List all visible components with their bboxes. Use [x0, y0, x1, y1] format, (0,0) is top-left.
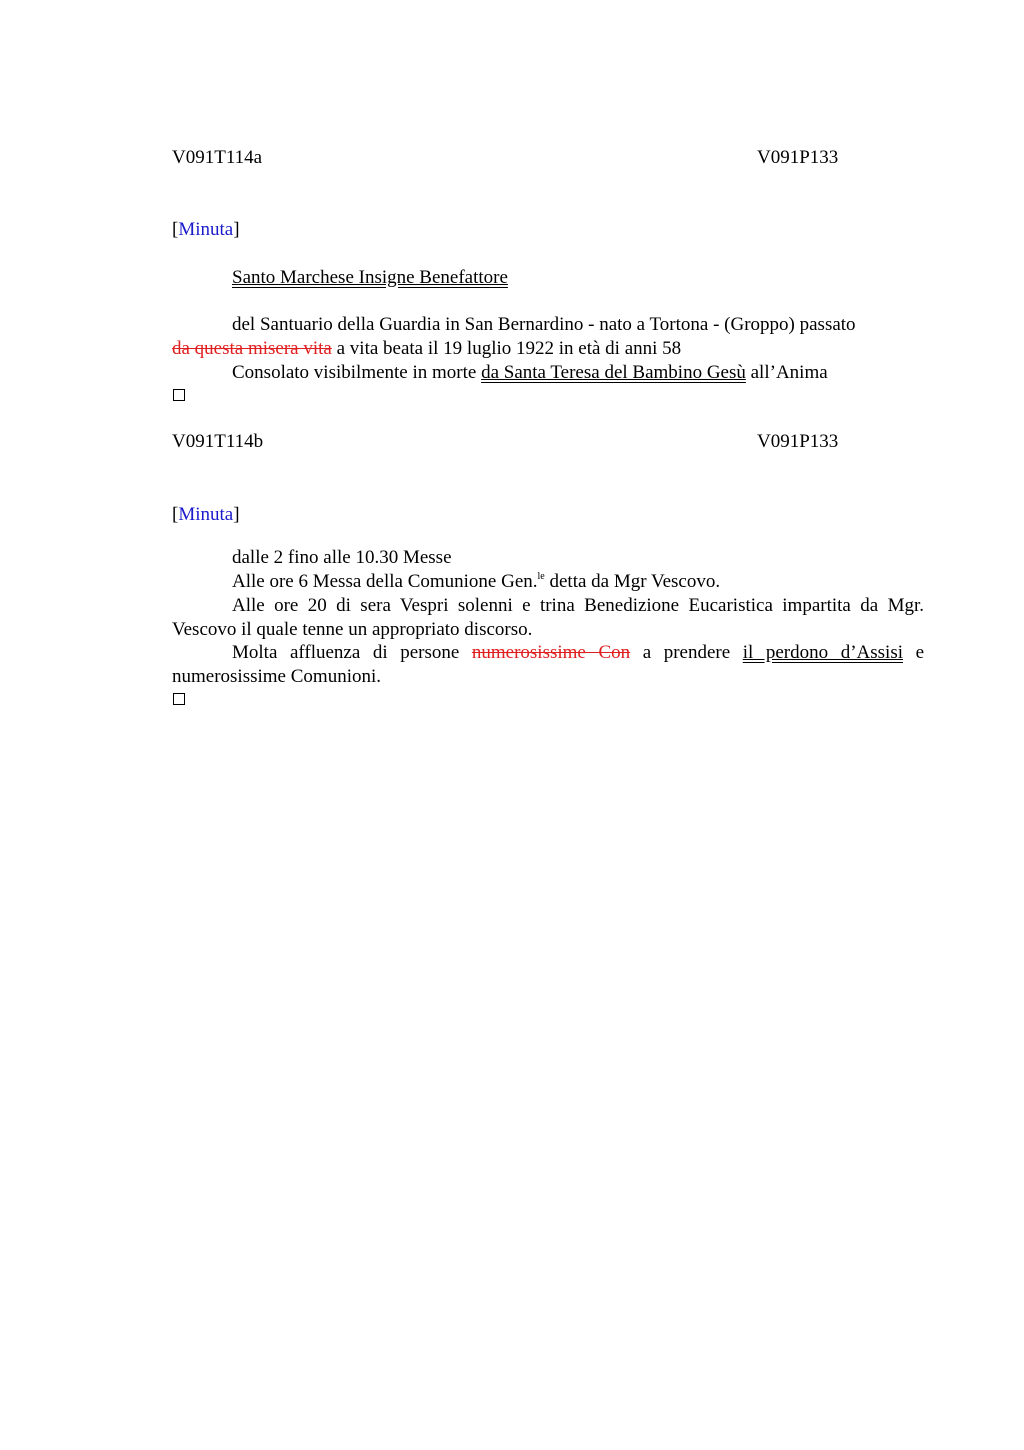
minuta-label: [172, 218, 240, 242]
document-id-left: V091T114b: [172, 431, 264, 452]
text-span: a vita beata il 19 luglio 1922 in età di anni 58: [331, 338, 682, 359]
text-span: Alle ore 6 Messa della Comunione Gen.: [232, 571, 538, 592]
end-marker-box: [173, 389, 185, 401]
bracket-close: ]: [233, 504, 240, 525]
text-span: all’Anima: [745, 362, 828, 383]
text-span: Consolato visibilmente in morte: [232, 362, 482, 383]
bracket-close: ]: [233, 219, 240, 240]
superscript: le: [537, 571, 545, 582]
text-line: [232, 361, 828, 385]
page-id-right: V091P133: [757, 431, 839, 452]
text-span: e numerosissime Comunioni.: [172, 642, 925, 687]
bracket-open: [: [172, 504, 179, 525]
minuta-text: Minuta: [178, 504, 234, 525]
text-line: dalle 2 fino alle 10.30 Messe: [232, 547, 452, 568]
bracket-open: [: [172, 219, 179, 240]
end-marker-box: [173, 693, 185, 705]
document-id-left: V091T114a: [172, 147, 263, 168]
paragraph: [172, 641, 924, 689]
page-id-right: V091P133: [757, 147, 839, 168]
struck-text: numerosissime Con: [471, 642, 631, 663]
struck-text: da questa misera vita: [172, 338, 332, 359]
minuta-text: Minuta: [178, 219, 234, 240]
paragraph: Alle ore 20 di sera Vespri solenni e trina Benedizione Eucaristica impartita da Mgr. Vescovo il quale tenne un appropriato discorso.: [172, 595, 924, 640]
minuta-label: [172, 503, 240, 527]
text-line: [172, 337, 681, 361]
text-line: [232, 570, 720, 594]
text-span: a prendere: [630, 642, 743, 663]
text-span: detta da Mgr Vescovo.: [544, 571, 721, 592]
text-line: del Santuario della Guardia in San Bernardino - nato a Tortona - (Groppo) passato: [232, 314, 856, 335]
underlined-text: da Santa Teresa del Bambino Gesù: [481, 362, 746, 383]
text-span: Molta affluenza di persone: [232, 642, 472, 663]
document-title: Santo Marchese Insigne Benefattore: [232, 267, 508, 288]
underlined-text: il perdono d’Assisi: [742, 642, 903, 663]
